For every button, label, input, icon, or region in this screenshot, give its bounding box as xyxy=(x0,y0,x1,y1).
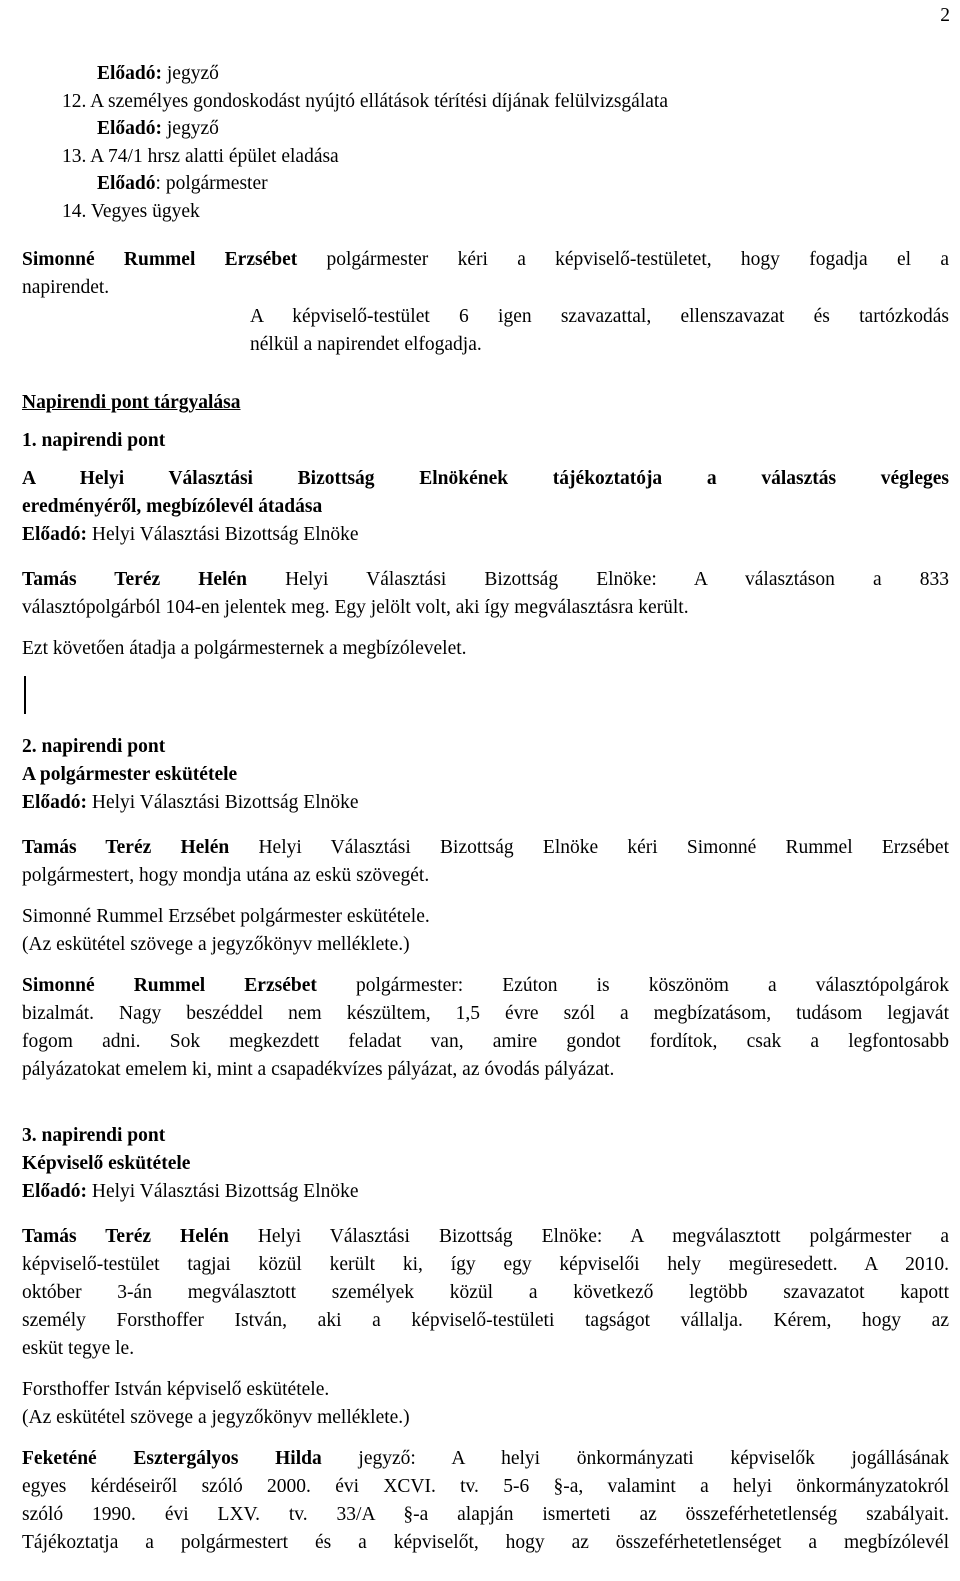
revision-bar xyxy=(24,676,26,714)
item1-title-line-2: eredményéről, megbízólevél átadása xyxy=(22,496,323,517)
item2-para-line-1: Tamás Teréz Helén Helyi Választási Bizottság Elnöke kéri Simonné Rummel Erzsébet xyxy=(22,837,949,858)
page-number: 2 xyxy=(940,5,950,26)
item3-oath-line-1: Forsthoffer István képviselő eskütétele. xyxy=(22,1379,330,1400)
intro-line-1: Simonné Rummel Erzsébet polgármester kéri a képviselő-testületet, hogy fogadja el a xyxy=(22,249,949,270)
vote-result-line-2: nélkül a napirendet elfogadja. xyxy=(250,334,482,355)
item3-title: Képviselő eskütétele xyxy=(22,1153,191,1174)
item2-speech-line-1: Simonné Rummel Erzsébet polgármester: Ezúton is köszönöm a választópolgárok xyxy=(22,975,949,996)
vote-result-line-1: A képviselő-testület 6 igen szavazattal, ellenszavazat és tartózkodás xyxy=(250,306,949,327)
item1-number: 1. napirendi pont xyxy=(22,430,166,451)
item1-para-line-1: Tamás Teréz Helén Helyi Választási Bizottság Elnöke: A választáson a 833 xyxy=(22,569,949,590)
item3-oath-line-2: (Az eskütétel szövege a jegyzőkönyv melléklete.) xyxy=(22,1407,410,1428)
item2-presenter: Előadó: Helyi Választási Bizottság Elnöke xyxy=(22,792,359,813)
item3-number: 3. napirendi pont xyxy=(22,1125,166,1146)
agenda-presenter-11: Előadó: jegyző xyxy=(97,63,219,84)
agenda-item-14: 14. Vegyes ügyek xyxy=(62,201,200,222)
item3-para-line-1: Tamás Teréz Helén Helyi Választási Bizottság Elnöke: A megválasztott polgármester a xyxy=(22,1226,950,1247)
item2-speech-line-4: pályázatokat emelem ki, mint a csapadékvízes pályázat, az óvodás pályázat. xyxy=(22,1059,615,1080)
item2-title: A polgármester eskütétele xyxy=(22,764,238,785)
item3-para-line-3: október 3-án megválasztott személyek közül a következő legtöbb szavazatot kapott xyxy=(22,1282,949,1303)
item2-speech-line-2: bizalmát. Nagy beszéddel nem készültem, 1,5 évre szól a megbízatásom, tudásom legjavát xyxy=(22,1003,949,1024)
item1-para-2: Ezt követően átadja a polgármesternek a megbízólevelet. xyxy=(22,638,467,659)
item3-para-line-4: személy Forsthoffer István, aki a képviselő-testületi tagságot vállalja. Kérem, hogy az xyxy=(22,1310,949,1331)
agenda-item-12: 12. A személyes gondoskodást nyújtó ellátások térítési díjának felülvizsgálata xyxy=(62,91,668,112)
item2-para-line-2: polgármestert, hogy mondja utána az eskü szövegét. xyxy=(22,865,430,886)
intro-line-2: napirendet. xyxy=(22,277,110,298)
item2-oath-line-2: (Az eskütétel szövege a jegyzőkönyv melléklete.) xyxy=(22,934,410,955)
item3-notary-line-2: egyes kérdéseiről szóló 2000. évi XCVI. tv. 5-6 §-a, valamint a helyi önkormányzatokról xyxy=(22,1476,949,1497)
item3-para-line-5: esküt tegye le. xyxy=(22,1338,135,1359)
item3-notary-line-1: Feketéné Esztergályos Hilda jegyző: A helyi önkormányzati képviselők jogállásának xyxy=(22,1448,950,1469)
agenda-item-13: 13. A 74/1 hrsz alatti épület eladása xyxy=(62,146,339,167)
item2-speech-line-3: fogom adni. Sok megkezdett feladat van, amire gondot fordítok, csak a legfontosabb xyxy=(22,1031,949,1052)
item3-notary-line-3: szóló 1990. évi LXV. tv. 33/A §-a alapján ismerteti az összeférhetetlenség szabályait. xyxy=(22,1504,949,1525)
item1-para-line-2: választópolgárból 104-en jelentek meg. Egy jelölt volt, aki így megválasztásra került. xyxy=(22,597,689,618)
agenda-presenter-12: Előadó: jegyző xyxy=(97,118,219,139)
item2-oath-line-1: Simonné Rummel Erzsébet polgármester eskütétele. xyxy=(22,906,430,927)
section-heading: Napirendi pont tárgyalása xyxy=(22,392,241,413)
item3-notary-line-4: Tájékoztatja a polgármestert és a képviselőt, hogy az összeférhetetlenséget a megbízólevél xyxy=(22,1532,949,1553)
agenda-presenter-13: Előadó: polgármester xyxy=(97,173,268,194)
item2-number: 2. napirendi pont xyxy=(22,736,166,757)
item3-para-line-2: képviselő-testület tagjai közül került ki, így egy képviselői hely megüresedett. A 2010. xyxy=(22,1254,949,1275)
item1-title-line-1: A Helyi Választási Bizottság Elnökének tájékoztatója a választás végleges xyxy=(22,468,949,489)
item1-presenter: Előadó: Helyi Választási Bizottság Elnöke xyxy=(22,524,359,545)
item3-presenter: Előadó: Helyi Választási Bizottság Elnöke xyxy=(22,1181,359,1202)
